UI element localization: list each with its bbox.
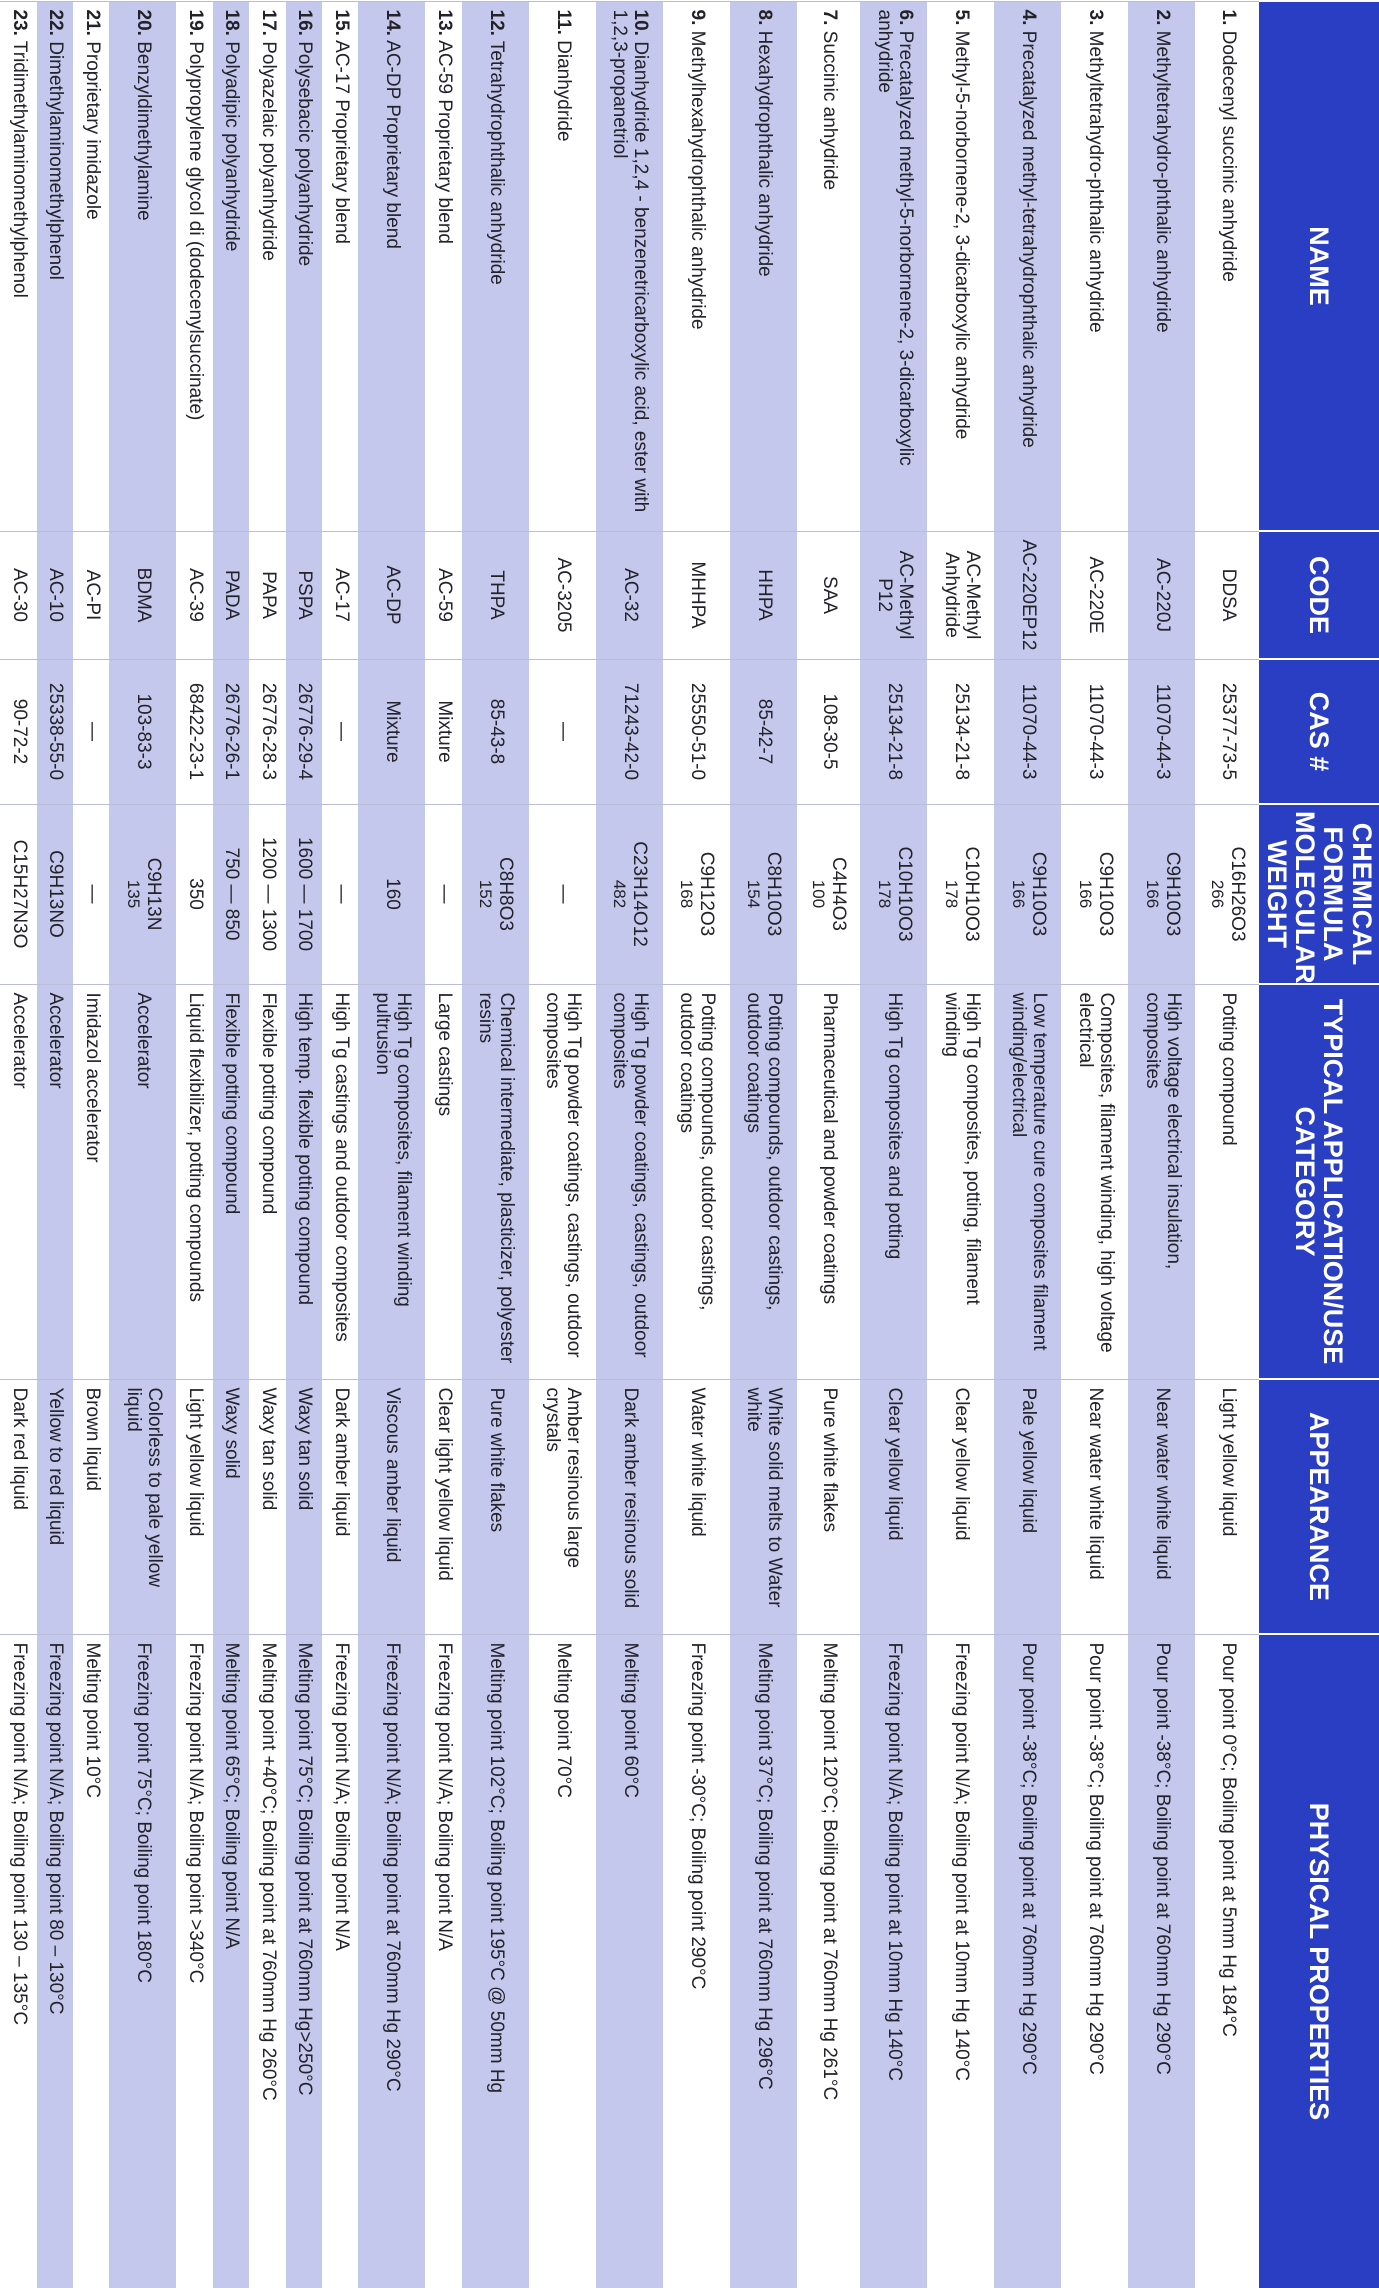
cell-code: AC-32 — [596, 531, 663, 659]
chemical-name: Polyazelaic polyanhydride — [257, 41, 279, 261]
row-number: 1. — [1217, 9, 1239, 26]
row-number: 21. — [81, 9, 103, 36]
cell-formula — [462, 804, 529, 984]
cell-cas: 25338-55-0 — [37, 659, 73, 804]
table-row — [663, 1, 730, 2288]
cell-code: AC-17 — [322, 531, 358, 659]
cell-cas: 85-42-7 — [730, 659, 797, 804]
cell-cas: 90-72-2 — [0, 659, 37, 804]
formula: — — [81, 884, 103, 904]
cell-code: SAA — [797, 531, 861, 659]
cell-application: Potting compounds, outdoor castings, outdoor coatings — [663, 984, 730, 1379]
molecular-weight: 178 — [941, 879, 961, 909]
cell-cas: 25377-73-5 — [1195, 659, 1259, 804]
formula: C9H12O3 — [696, 851, 717, 937]
cell-properties: Freezing point N/A; Boiling point at 10mm Hg 140°C — [860, 1634, 927, 2288]
cell-code: AC-220EP12 — [994, 531, 1061, 659]
cell-name — [425, 1, 461, 531]
formula: 160 — [382, 878, 404, 910]
formula: C16H26O3 — [1226, 846, 1248, 942]
cell-code: AC-DP — [358, 531, 425, 659]
cell-code: AC-3205 — [529, 531, 596, 659]
cell-application: Accelerator — [0, 984, 37, 1379]
table-row — [462, 1, 529, 2288]
row-number: 15. — [330, 9, 352, 36]
molecular-weight: 178 — [874, 879, 894, 909]
cell-appearance: Waxy tan solid — [249, 1379, 285, 1634]
cell-formula — [37, 804, 73, 984]
formula: C23H14O12 — [629, 841, 651, 947]
cell-formula — [927, 804, 994, 984]
cell-name — [1195, 1, 1259, 531]
row-number: 22. — [45, 9, 67, 36]
table-row — [860, 1, 927, 2288]
chemical-name: Hexahydrophthalic anhydride — [753, 30, 775, 277]
table-row — [0, 1, 37, 2288]
cell-cas: 68422-23-1 — [176, 659, 212, 804]
cell-properties: Pour point -38°C; Boiling point at 760mm Hg 290°C — [994, 1634, 1061, 2288]
table-row — [286, 1, 322, 2288]
chemical-name: Benzyldimethylamine — [133, 41, 155, 221]
cell-formula — [109, 804, 176, 984]
cell-application: Potting compounds, outdoor castings, outdoor coatings — [730, 984, 797, 1379]
formula: C9H13NO — [45, 850, 67, 938]
cell-properties: Freezing point 75°C; Boiling point 180°C — [109, 1634, 176, 2288]
formula: C10H10O3 — [960, 846, 982, 942]
cell-application: Flexible potting compound — [213, 984, 249, 1379]
cell-cas: 103-83-3 — [109, 659, 176, 804]
cell-properties: Melting point 75°C; Boiling point at 760mm Hg>250°C — [286, 1634, 322, 2288]
cell-code: AC-220J — [1128, 531, 1195, 659]
cell-application: High Tg powder coatings, castings, outdoor composites — [596, 984, 663, 1379]
table-row — [730, 1, 797, 2288]
cell-cas: 11070-44-3 — [1061, 659, 1128, 804]
formula: C10H10O3 — [893, 846, 915, 942]
cell-formula — [358, 804, 425, 984]
cell-formula — [860, 804, 927, 984]
row-number: 11. — [552, 9, 574, 35]
table-row — [927, 1, 994, 2288]
formula: C9H10O3 — [1094, 851, 1116, 937]
formula: C8H10O3 — [762, 851, 784, 937]
row-number: 10. — [630, 9, 652, 36]
cell-formula — [529, 804, 596, 984]
cell-formula — [1128, 804, 1195, 984]
cell-code: AC-59 — [425, 531, 461, 659]
cell-name — [529, 1, 596, 531]
cell-cas: — — [529, 659, 596, 804]
cell-application: High Tg castings and outdoor composites — [322, 984, 358, 1379]
chemical-name: Methyltetrahydro-phthalic anhydride — [1085, 30, 1107, 333]
cell-name — [596, 1, 663, 531]
cell-formula — [322, 804, 358, 984]
molecular-weight: 266 — [1208, 879, 1228, 909]
cell-appearance: Dark amber liquid — [322, 1379, 358, 1634]
chemical-name: Polysebacic polyanhydride — [294, 41, 316, 267]
chemical-name: Dodecenyl succinic anhydride — [1217, 30, 1239, 283]
chemical-name: Succinic anhydride — [818, 30, 840, 191]
cell-name — [37, 1, 73, 531]
cell-name — [322, 1, 358, 531]
row-number: 20. — [133, 9, 155, 36]
row-number: 2. — [1152, 9, 1174, 26]
formula: C9H10O3 — [1161, 851, 1183, 937]
table-row — [358, 1, 425, 2288]
cell-properties: Melting point 102°C; Boiling point 195°C @ 50mm Hg — [462, 1634, 529, 2288]
cell-code: AC-PI — [73, 531, 109, 659]
cell-appearance: Near water white liquid — [1061, 1379, 1128, 1634]
table-row — [176, 1, 212, 2288]
cell-name — [927, 1, 994, 531]
cell-properties: Freezing point -30°C; Boiling point 290°C — [663, 1634, 730, 2288]
molecular-weight: 166 — [1142, 879, 1162, 909]
cell-name — [249, 1, 285, 531]
cell-formula — [663, 804, 730, 984]
cell-application: High Tg composites, filament winding pultrusion — [358, 984, 425, 1379]
cell-properties: Freezing point N/A; Boiling point >340°C — [176, 1634, 212, 2288]
cell-application: Accelerator — [37, 984, 73, 1379]
table-row — [425, 1, 461, 2288]
cell-code: HHPA — [730, 531, 797, 659]
cell-application: Pharmaceutical and powder coatings — [797, 984, 861, 1379]
cell-properties: Pour point -38°C; Boiling point at 760mm Hg 290°C — [1128, 1634, 1195, 2288]
formula: C4H4O3 — [828, 857, 850, 931]
chemical-name: Methylhexahydrophthalic anhydride — [686, 30, 708, 330]
cell-cas: — — [322, 659, 358, 804]
cell-name — [286, 1, 322, 531]
cell-formula — [1195, 804, 1259, 984]
cell-properties: Pour point -38°C; Boiling point at 760mm Hg 290°C — [1061, 1634, 1128, 2288]
formula: 1600 — 1700 — [294, 836, 316, 952]
cell-appearance: Light yellow liquid — [1195, 1379, 1259, 1634]
cell-code: PAPA — [249, 531, 285, 659]
cell-properties: Freezing point N/A; Boiling point N/A — [425, 1634, 461, 2288]
molecular-weight: 100 — [809, 879, 829, 909]
cell-name — [1128, 1, 1195, 531]
header-formula: CHEMICAL FORMULA MOLECULAR WEIGHT — [1259, 804, 1379, 984]
cell-application: Potting compound — [1195, 984, 1259, 1379]
formula: — — [434, 884, 456, 904]
header-row — [1259, 1, 1379, 2288]
row-number: 3. — [1085, 9, 1107, 26]
cell-appearance: Pure white flakes — [462, 1379, 529, 1634]
cell-cas: 26776-26-1 — [213, 659, 249, 804]
header-properties: PHYSICAL PROPERTIES — [1259, 1634, 1379, 2288]
chemical-name: Tetrahydrophthalic anhydride — [485, 40, 507, 285]
cell-code: AC-10 — [37, 531, 73, 659]
table-row — [797, 1, 861, 2288]
cell-formula — [73, 804, 109, 984]
table-row — [1061, 1, 1128, 2288]
row-number: 4. — [1018, 9, 1040, 26]
header-name: NAME — [1259, 1, 1379, 531]
cell-properties: Melting point 10°C — [73, 1634, 109, 2288]
cell-name — [730, 1, 797, 531]
cell-cas: 85-43-8 — [462, 659, 529, 804]
table-row — [1195, 1, 1259, 2288]
cell-properties: Melting point 37°C; Boiling point at 760mm Hg 296°C — [730, 1634, 797, 2288]
cell-appearance: Brown liquid — [73, 1379, 109, 1634]
chemical-name: AC-DP Proprietary blend — [382, 40, 404, 249]
cell-properties: Melting point +40°C; Boiling point at 760mm Hg 260°C — [249, 1634, 285, 2288]
cell-properties: Freezing point N/A; Boiling point at 760mm Hg 290°C — [358, 1634, 425, 2288]
molecular-weight: 152 — [476, 879, 496, 909]
cell-name — [663, 1, 730, 531]
cell-appearance: Pure white flakes — [797, 1379, 861, 1634]
cell-cas: Mixture — [425, 659, 461, 804]
cell-properties: Freezing point N/A; Boiling point at 10mm Hg 140°C — [927, 1634, 994, 2288]
cell-formula — [0, 804, 37, 984]
chemical-name: Proprietary imidazole — [81, 41, 103, 220]
cell-application: High temp. flexible potting compound — [286, 984, 322, 1379]
cell-appearance: Pale yellow liquid — [994, 1379, 1061, 1634]
cell-code: THPA — [462, 531, 529, 659]
cell-properties: Freezing point N/A; Boiling point 80 – 130°C — [37, 1634, 73, 2288]
formula: C15H27N3O — [8, 839, 30, 949]
cell-appearance: Viscous amber liquid — [358, 1379, 425, 1634]
cell-appearance: Near water white liquid — [1128, 1379, 1195, 1634]
cell-formula — [730, 804, 797, 984]
cell-application: Imidazol accelerator — [73, 984, 109, 1379]
table-row — [994, 1, 1061, 2288]
header-cas: CAS # — [1259, 659, 1379, 804]
chemical-name: Precatalyzed methyl-tetrahydrophthalic anhydride — [1018, 30, 1040, 448]
cell-cas: 26776-28-3 — [249, 659, 285, 804]
table-row — [596, 1, 663, 2288]
cell-code: AC-Methyl Anhydride — [927, 531, 994, 659]
cell-code: AC-39 — [176, 531, 212, 659]
cell-application: Composites, filament winding, high voltage electrical — [1061, 984, 1128, 1379]
molecular-weight: 166 — [1008, 879, 1028, 909]
row-number: 8. — [753, 9, 775, 26]
cell-formula — [176, 804, 212, 984]
cell-name — [797, 1, 861, 531]
cell-cas: 11070-44-3 — [994, 659, 1061, 804]
cell-appearance: Water white liquid — [663, 1379, 730, 1634]
cell-code: AC-Methyl P12 — [860, 531, 927, 659]
row-number: 13. — [434, 9, 456, 36]
cell-properties: Melting point 65°C; Boiling point N/A — [213, 1634, 249, 2288]
cell-appearance: Dark amber resinous solid — [596, 1379, 663, 1634]
formula: 1200 — 1300 — [257, 836, 279, 952]
cell-formula — [1061, 804, 1128, 984]
cell-appearance: Waxy solid — [213, 1379, 249, 1634]
cell-appearance: Colorless to pale yellow liquid — [109, 1379, 176, 1634]
chemical-name: Dianhydride — [552, 40, 574, 142]
table-row — [109, 1, 176, 2288]
cell-application: High voltage electrical insulation, composites — [1128, 984, 1195, 1379]
chemical-name: Polypropylene glycol di (dodecenylsuccinate) — [185, 41, 207, 421]
cell-name — [0, 1, 37, 531]
formula: — — [552, 884, 574, 904]
cell-application: Flexible potting compound — [249, 984, 285, 1379]
cell-appearance: Yellow to red liquid — [37, 1379, 73, 1634]
row-number: 19. — [185, 9, 207, 36]
row-number: 9. — [686, 9, 708, 26]
table-row — [1128, 1, 1195, 2288]
cell-application: High Tg powder coatings, castings, outdoor composites — [529, 984, 596, 1379]
chemical-name: AC-59 Proprietary blend — [434, 40, 456, 244]
table-row — [37, 1, 73, 2288]
molecular-weight: 482 — [610, 879, 630, 909]
cell-name — [358, 1, 425, 531]
chemical-name: AC-17 Proprietary blend — [330, 40, 352, 244]
cell-code: PADA — [213, 531, 249, 659]
formula: 750 — 850 — [221, 847, 243, 941]
chemical-name: Dianhydride 1,2,4 - benzenetricarboxylic acid, ester with 1,2,3-propanetriol — [609, 9, 652, 513]
cell-code: PSPA — [286, 531, 322, 659]
cell-application: Liquid flexibilizer, potting compounds — [176, 984, 212, 1379]
row-number: 17. — [257, 9, 279, 36]
cell-code: AC-30 — [0, 531, 37, 659]
cell-properties: Melting point 60°C — [596, 1634, 663, 2288]
row-number: 6. — [894, 9, 916, 26]
cell-properties: Melting point 120°C; Boiling point at 760mm Hg 261°C — [797, 1634, 861, 2288]
formula: C8H8O3 — [495, 857, 517, 931]
header-code: CODE — [1259, 531, 1379, 659]
cell-formula — [286, 804, 322, 984]
cell-code: MHHPA — [663, 531, 730, 659]
cell-application: Chemical intermediate, plasticizer, polyester resins — [462, 984, 529, 1379]
cell-properties: Freezing point N/A; Boiling point 130 – 135°C — [0, 1634, 37, 2288]
molecular-weight: 166 — [1075, 879, 1095, 909]
cell-formula — [213, 804, 249, 984]
chemical-name: Polyadipic polyanhydride — [221, 41, 243, 252]
cell-name — [994, 1, 1061, 531]
molecular-weight: 135 — [123, 879, 143, 909]
formula: C9H10O3 — [1027, 851, 1049, 937]
cell-appearance: Clear yellow liquid — [927, 1379, 994, 1634]
cell-cas: — — [73, 659, 109, 804]
cell-name — [176, 1, 212, 531]
cell-appearance: Light yellow liquid — [176, 1379, 212, 1634]
cell-formula — [994, 804, 1061, 984]
formula: — — [330, 884, 352, 904]
header-appearance: APPEARANCE — [1259, 1379, 1379, 1634]
cell-name — [73, 1, 109, 531]
cell-code: DDSA — [1195, 531, 1259, 659]
table-row — [322, 1, 358, 2288]
cell-cas: 11070-44-3 — [1128, 659, 1195, 804]
cell-properties: Pour point 0°C; Boiling point at 5mm Hg 184°C — [1195, 1634, 1259, 2288]
chemical-name: Methyltetrahydro-phthalic anhydride — [1152, 30, 1174, 333]
cell-cas: 25134-21-8 — [927, 659, 994, 804]
cell-appearance: Clear yellow liquid — [860, 1379, 927, 1634]
cell-application: Large castings — [425, 984, 461, 1379]
cell-application: Low temperature cure composites filament winding/electrical — [994, 984, 1061, 1379]
cell-name — [462, 1, 529, 531]
cell-appearance: Dark red liquid — [0, 1379, 37, 1634]
row-number: 12. — [485, 9, 507, 36]
table-row — [529, 1, 596, 2288]
cell-name — [860, 1, 927, 531]
cell-appearance: Amber resinous large crystals — [529, 1379, 596, 1634]
cell-cas: 26776-29-4 — [286, 659, 322, 804]
chemical-name: Tridimethylaminomethylphenol — [8, 40, 30, 298]
cell-formula — [425, 804, 461, 984]
cell-name — [213, 1, 249, 531]
table-row — [213, 1, 249, 2288]
cell-name — [109, 1, 176, 531]
cell-appearance: White solid melts to Water white — [730, 1379, 797, 1634]
row-number: 18. — [221, 9, 243, 36]
cell-formula — [797, 804, 861, 984]
cell-cas: 108-30-5 — [797, 659, 861, 804]
cell-appearance: Clear light yellow liquid — [425, 1379, 461, 1634]
cell-properties: Melting point 70°C — [529, 1634, 596, 2288]
formula: C9H13N — [142, 857, 164, 931]
cell-code: BDMA — [109, 531, 176, 659]
row-number: 16. — [294, 9, 316, 36]
cell-application: Accelerator — [109, 984, 176, 1379]
cell-application: High Tg composites and potting — [860, 984, 927, 1379]
chemical-name: Precatalyzed methyl-5-norbornene-2, 3-dicarboxylic anhydride — [873, 9, 916, 466]
cell-cas: 25550-51-0 — [663, 659, 730, 804]
cell-name — [1061, 1, 1128, 531]
cell-application: High Tg composites, potting, filament winding — [927, 984, 994, 1379]
cell-formula — [249, 804, 285, 984]
chemical-name: Dimethylaminomethylphenol — [45, 41, 67, 280]
row-number: 5. — [951, 9, 973, 26]
cell-cas: Mixture — [358, 659, 425, 804]
molecular-weight: 168 — [677, 879, 697, 909]
formula: 350 — [185, 878, 207, 910]
cell-appearance: Waxy tan solid — [286, 1379, 322, 1634]
cell-properties: Freezing point N/A; Boiling point N/A — [322, 1634, 358, 2288]
chemical-name: Methyl-5-norbornene-2, 3-dicarboxylic anhydride — [951, 30, 973, 440]
table-row — [73, 1, 109, 2288]
row-number: 7. — [818, 9, 840, 26]
cell-formula — [596, 804, 663, 984]
header-application: TYPICAL APPLICATION/USE CATEGORY — [1259, 984, 1379, 1379]
cell-cas: 25134-21-8 — [860, 659, 927, 804]
cell-code: AC-220E — [1061, 531, 1128, 659]
table-row — [249, 1, 285, 2288]
row-number: 14. — [382, 9, 404, 36]
row-number: 23. — [8, 9, 30, 36]
cell-cas: 71243-42-0 — [596, 659, 663, 804]
molecular-weight: 154 — [744, 879, 764, 909]
